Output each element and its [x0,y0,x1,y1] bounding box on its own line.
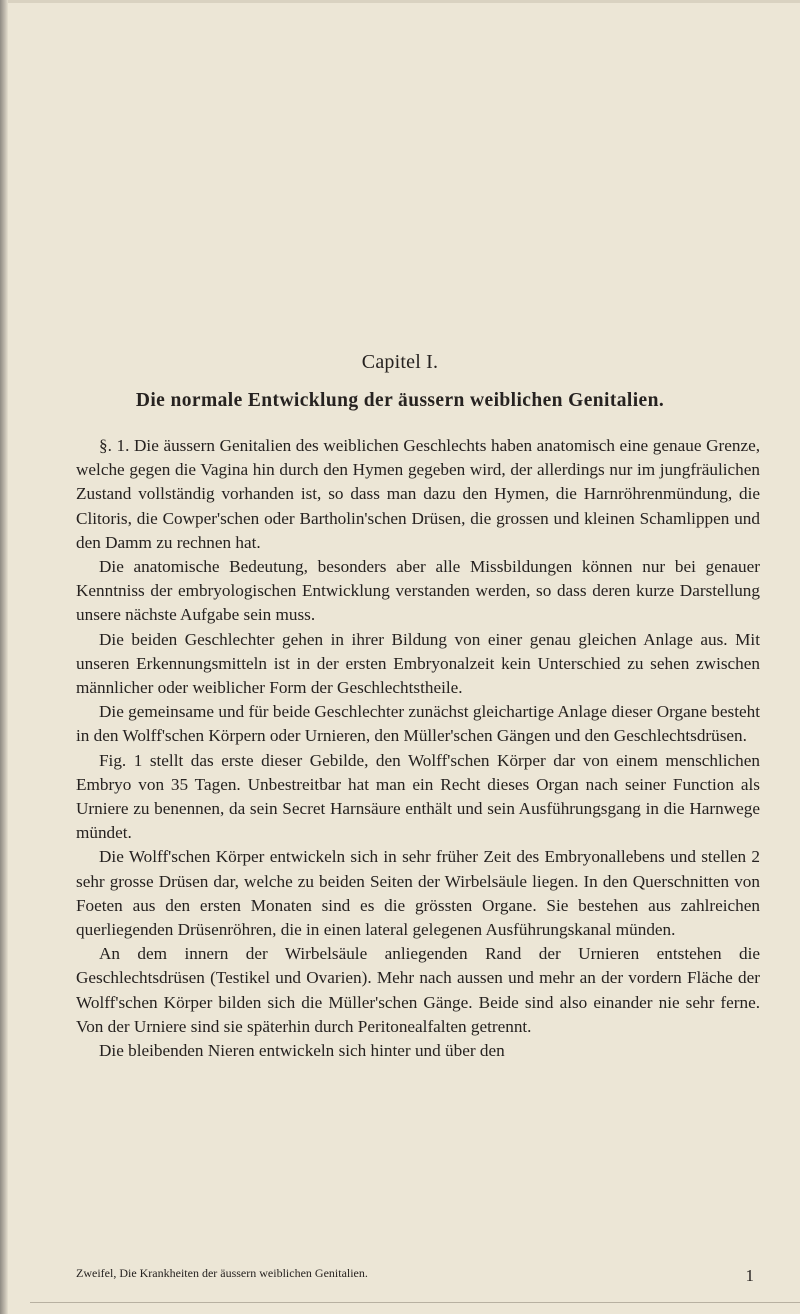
paragraph-2: Die anatomische Bedeutung, besonders aber alle Missbildungen können nur bei genauer Kenntniss der embryologischen Entwicklung verstanden werden, so dass deren kurze Darstellung unsere nächste Aufgabe sein muss. [76,557,760,625]
paragraph-5: Fig. 1 stellt das erste dieser Gebilde, den Wolff'schen Körper dar von einem menschlichen Embryo von 35 Tagen. Unbestreitbar hat man ein Recht dieses Organ nach seiner Function als Urniere zu benennen, da sein Secret Harnsäure enthält und sein Ausführungsgang in die Harnwege mündet. [76,750,760,843]
paragraph-6: Die Wolff'schen Körper entwickeln sich in sehr früher Zeit des Embryonallebens und stellen 2 sehr grosse Drüsen dar, welche zu beiden Seiten der Wirbelsäule liegen. In den Querschnitten von Foeten aus den ersten Monaten sind es die grössten Organe. Sie bestehen aus zahlreichen querliegenden Drüsenröhren, die in einen lateral gelegenen Ausführungskanal münden. [76,847,760,940]
running-footer: Zweifel, Die Krankheiten der äussern weiblichen Genitalien. [76,1266,368,1280]
chapter-heading: Capitel I. [361,351,439,373]
paragraph-3: Die beiden Geschlechter gehen in ihrer Bildung von einer genau gleichen Anlage aus. Mit unseren Erkennungsmitteln ist in der ersten Embryonalzeit kein Unterschied zu sehen zwischen männlicher oder weiblicher Form der Geschlechtstheile. [76,629,760,698]
page-top-edge [0,0,800,3]
paragraph-7: An dem innern der Wirbelsäule anliegenden Rand der Urnieren entstehen die Geschlechtsdrüsen (Testikel und Ovarien). Mehr nach aussen und mehr an der vordern Fläche der Wolff'schen Körper bilden sich die Müller'schen Gänge. Beide sind also einander nie sehr ferne. Von der Urniere sind sie späterhin durch Peritonealfalten getrennt. [76,944,760,1036]
page-number: 1 [745,1266,754,1285]
section-title: Die normale Entwicklung der äussern weiblichen Genitalien. [135,390,665,411]
body-text [76,434,760,1063]
paragraph-8: Die bleibenden Nieren entwickeln sich hinter und über den [99,1041,505,1061]
paragraph-1: §. 1. Die äussern Genitalien des weiblichen Geschlechts haben anatomisch eine genaue Grenze, welche gegen die Vagina hin durch den Hymen gegeben wird, der allerdings nur im jungfräulichen Zustand vollständig vorhanden ist, so dass man dazu den Hymen, die Harnröhrenmündung, die Clitoris, die Cowper'schen oder Bartholin'schen Drüsen, die grossen und kleinen Schamlippen und den Damm zu rechnen hat. [76,436,760,552]
paragraph-4: Die gemeinsame und für beide Geschlechter zunächst gleichartige Anlage dieser Organe besteht in den Wolff'schen Körpern oder Urnieren, den Müller'schen Gängen und den Geschlechtsdrüsen. [76,702,760,746]
page-bottom-edge [30,1302,800,1303]
page-footer [76,1266,760,1284]
binding-edge [0,0,8,1314]
